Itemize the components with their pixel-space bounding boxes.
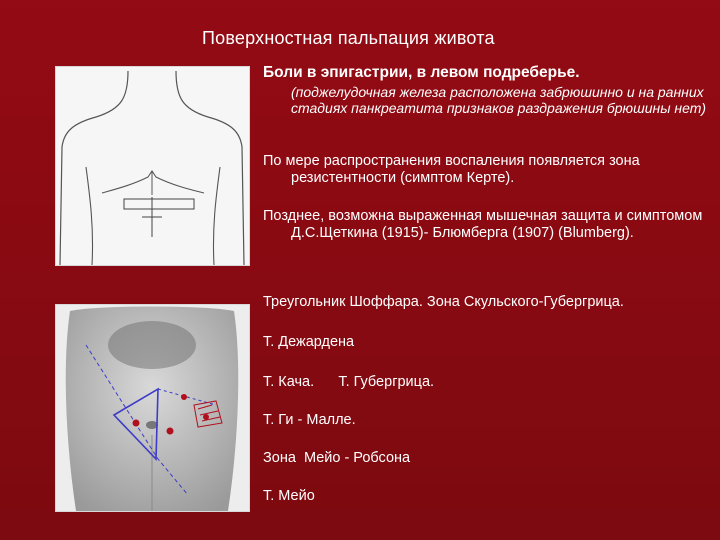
shoffar-triangle: Треугольник Шоффара. Зона Скульского-Губергрица.	[263, 294, 624, 310]
kerte-symptom: По мере распространения воспаления появляется зона резистентности (симптом Керте).	[263, 153, 640, 186]
slide-title: Поверхностная пальпация живота	[202, 28, 495, 48]
shchetkin-symptom: Позднее, возможна выраженная мышечная защита и симптомом Д.С.Щеткина (1915)- Блюмберга (1907) (Blumberg).	[263, 208, 703, 241]
pain-statement: Боли в эпигастрии, в левом подреберье.	[263, 64, 580, 81]
pancreas-note: (поджелудочная железа расположена забрюшинно и на ранних стадиях панкреатита признаков раздражения брюшины нет)	[291, 84, 707, 116]
abdomen-photo-icon	[56, 305, 249, 511]
torso-outline-drawing	[55, 66, 250, 266]
abdomen-photo	[55, 304, 250, 512]
gi-malle-point: Т. Ги - Малле.	[263, 412, 356, 428]
mayo-robson-zone: Зона Мейо - Робсона	[263, 450, 411, 466]
torso-outline-icon	[56, 67, 249, 265]
desjardins-point: Т. Дежардена	[263, 334, 355, 350]
kach-gubergrits-points: Т. Кача. Т. Губергрица.	[263, 374, 435, 390]
mayo-point: Т. Мейо	[263, 488, 315, 504]
